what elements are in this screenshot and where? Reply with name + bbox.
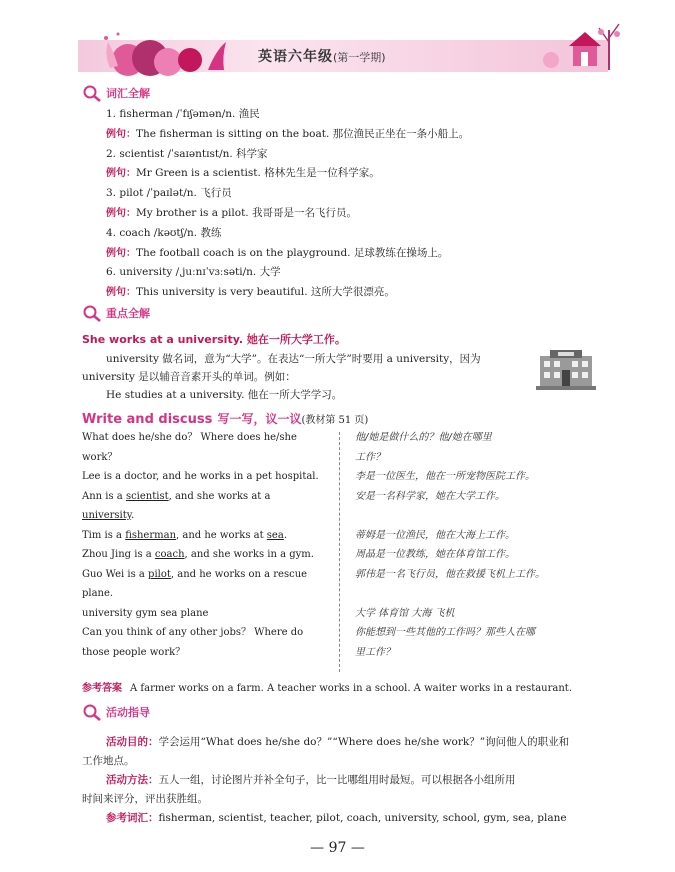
write-discuss-english	[82, 428, 322, 662]
english-line: Lee is a doctor, and he works in a pet hospital.	[82, 471, 319, 482]
english-line: Can you think of any other jobs？ Where do	[82, 627, 304, 638]
vocab-example	[106, 244, 606, 264]
example-label: 例句：	[106, 128, 136, 140]
vocab-section-heading: 词汇全解	[82, 84, 150, 102]
example-text: Mr Green is a scientist. 格林先生是一位科学家。	[136, 167, 380, 180]
activity-method-cont: 时间来评分，评出获胜组。	[82, 793, 208, 805]
vocab-word: 6. university /ˌjuːnɪˈvɜːsəti/n. 大学	[106, 266, 281, 279]
chinese-line	[355, 584, 595, 604]
vocab-example	[106, 125, 606, 145]
book-title: 英语六年级(第一学期)	[258, 49, 386, 65]
example-text: The fisherman is sitting on the boat. 那位渔民正坐在一条小船上。	[136, 127, 470, 140]
vocab-example	[106, 283, 606, 303]
key-section-heading: 重点全解	[82, 304, 150, 322]
page-header	[78, 30, 608, 80]
activity-goal: 活动目的：学会运用“What does he/she do？”“Where does he/she work？”询问他人的职业和	[106, 736, 570, 748]
magnifier-icon	[82, 304, 102, 322]
english-line: university.	[82, 510, 135, 521]
example-label: 例句：	[106, 287, 136, 299]
key-point-line: university 是以辅音音素开头的单词。例如：	[82, 371, 296, 383]
vocab-word: 1. fisherman /ˈfɪʃəmən/n. 渔民	[106, 108, 260, 120]
example-label: 例句：	[106, 168, 136, 180]
chinese-line: 安是一名科学家，她在大学工作。	[355, 490, 505, 502]
activity-guide	[82, 733, 602, 828]
chinese-line: 蒂姆是一位渔民，他在大海上工作。	[355, 529, 515, 541]
english-line: work？	[82, 451, 118, 463]
key-point-line: university 做名词，意为“大学”。在表达“一所大学”时要用 a university，因为	[106, 353, 481, 365]
vocab-example	[106, 164, 606, 184]
chinese-line: 你能想到一些其他的工作吗？那些人在哪	[355, 627, 535, 638]
english-line: Ann is a scientist, and she works at a	[82, 490, 271, 502]
key-point-title: She works at a university. 她在一所大学工作。	[82, 333, 346, 346]
activity-section-heading: 活动指导	[82, 703, 150, 721]
write-discuss-chinese	[355, 428, 595, 662]
house-tree-decoration-icon	[531, 20, 626, 82]
chinese-line: 里工作？	[355, 646, 395, 658]
activity-vocab: 参考词汇：fisherman, scientist, teacher, pilot, coach, university, school, gym, sea, plane	[106, 812, 567, 824]
page-number: — 97 —	[310, 840, 365, 856]
chinese-line: 工作？	[355, 451, 385, 463]
activity-method: 活动方法：五人一组，讨论图片并补全句子，比一比哪组用时最短。可以根据各小组所用	[106, 774, 516, 786]
reference-answer: 参考答案 A farmer works on a farm. A teacher works in a school. A waiter works in a restaurant.	[82, 683, 573, 694]
english-line: those people work？	[82, 646, 186, 658]
column-divider	[339, 432, 340, 672]
magnifier-icon	[82, 84, 102, 102]
chinese-line: 郭伟是一名飞行员，他在救援飞机上工作。	[355, 568, 545, 580]
vocab-word: 4. coach /kəʊtʃ/n. 教练	[106, 226, 222, 239]
english-line: plane.	[82, 588, 114, 599]
english-line: What does he/she do？ Where does he/she	[82, 432, 297, 443]
vocab-word: 2. scientist /ˈsaɪəntɪst/n. 科学家	[106, 147, 268, 160]
vocab-list	[106, 105, 606, 303]
magnifier-icon	[82, 703, 102, 721]
example-text: The football coach is on the playground. 足球教练在操场上。	[136, 246, 449, 259]
english-line: university gym sea plane	[82, 607, 209, 619]
english-line: Tim is a fisherman, and he works at sea.	[82, 529, 287, 541]
hearts-decoration-icon	[98, 30, 248, 80]
example-text: This university is very beautiful. 这所大学很漂亮。	[136, 286, 395, 299]
chinese-line: 李是一位医生，他在一所宠物医院工作。	[355, 471, 535, 482]
example-label: 例句：	[106, 247, 136, 259]
key-point-body	[82, 350, 532, 404]
english-line: Guo Wei is a pilot, and he works on a rescue	[82, 568, 308, 580]
chinese-line	[355, 506, 595, 526]
english-line: Zhou Jing is a coach, and she works in a gym.	[82, 549, 314, 560]
university-building-icon	[536, 346, 596, 390]
example-label: 例句：	[106, 207, 136, 219]
chinese-line: 他/她是做什么的？他/她在哪里	[355, 432, 492, 443]
write-discuss-title: Write and discuss 写一写，议一议(教材第 51 页)	[82, 412, 369, 427]
chinese-line: 周晶是一位教练，她在体育馆工作。	[355, 549, 515, 560]
activity-goal-cont: 工作地点。	[82, 755, 135, 767]
chinese-line: 大学 体育馆 大海 飞机	[355, 607, 455, 619]
example-text: My brother is a pilot. 我哥哥是一名飞行员。	[136, 206, 357, 219]
vocab-example	[106, 204, 606, 224]
vocab-word: 3. pilot /ˈpaɪlət/n. 飞行员	[106, 187, 232, 200]
key-point-example: He studies at a university. 他在一所大学学习。	[106, 389, 343, 401]
